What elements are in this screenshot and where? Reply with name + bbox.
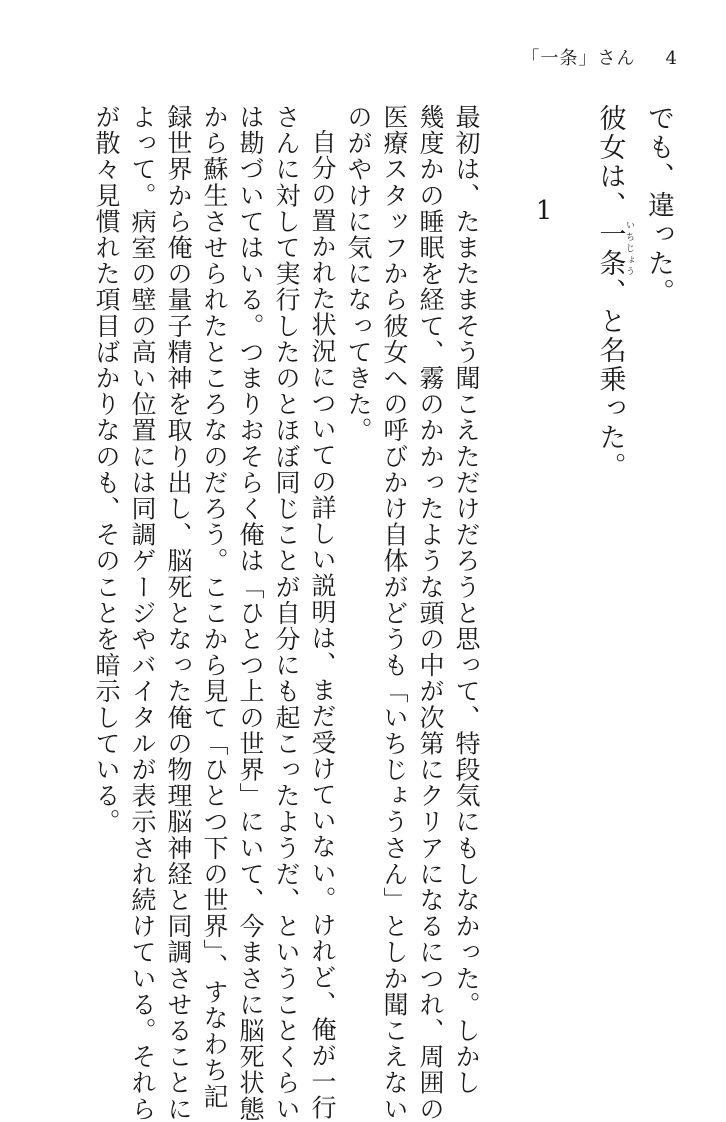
text-line-8: さんに対して実行したのとほぼ同じことが自分にも起こったようだ、ということくらい [272, 104, 301, 1122]
text-line-12: よって。病室の壁の高い位置には同調ゲージやバイタルが表示され続けている。それら [128, 104, 157, 1122]
text-line-2-end: 、と名乗った。 [594, 278, 626, 481]
text-line-6: のがやけに気になってきた。 [344, 104, 373, 444]
page-number: 4 [665, 48, 678, 69]
ruby-ichijo [594, 220, 634, 278]
text-line-7: 自分の置かれた状況についての詳しい説明は、まだ受けていない。けれど、俺が一行 [308, 129, 337, 1121]
text-line-10: から蘇生させられたところなのだろう。ここから見て「ひとつ下の世界」、すなわち記 [200, 104, 229, 1110]
text-line-2-start: 彼女は、 [594, 104, 626, 220]
chapter-title: 「一条」さん [521, 48, 636, 69]
ruby-base: 一条 [594, 220, 626, 278]
ruby-reading: いちじょう [624, 220, 634, 278]
text-line-5: 医療スタッフから彼女への呼びかけ自体がどうも「いちじょうさん」としか聞こえない [380, 104, 409, 1122]
text-line-2 [594, 104, 634, 481]
section-number: 1 [535, 196, 553, 226]
text-line-13: が散々見慣れた項目ばかりなのも、そのことを暗示している。 [92, 104, 121, 835]
running-header [522, 44, 678, 70]
text-line-11: 録世界から俺の量子精神を取り出し、脳死となった俺の物理脳神経と同調させることに [164, 104, 193, 1122]
text-line-3: 最初は、たまたまそう聞こえただけだろうと思って、特段気にもしなかった。しかし [452, 104, 481, 1096]
text-line-9: は勘づいてはいる。つまりおそらく俺は「ひとつ上の世界」にいて、今まさに脳死状態 [236, 104, 265, 1122]
text-line-4: 幾度かの睡眠を経て、霧のかかったような頭の中が次第にクリアになるにつれ、周囲の [416, 104, 445, 1122]
text-line-1: でも、違った。 [643, 104, 674, 307]
